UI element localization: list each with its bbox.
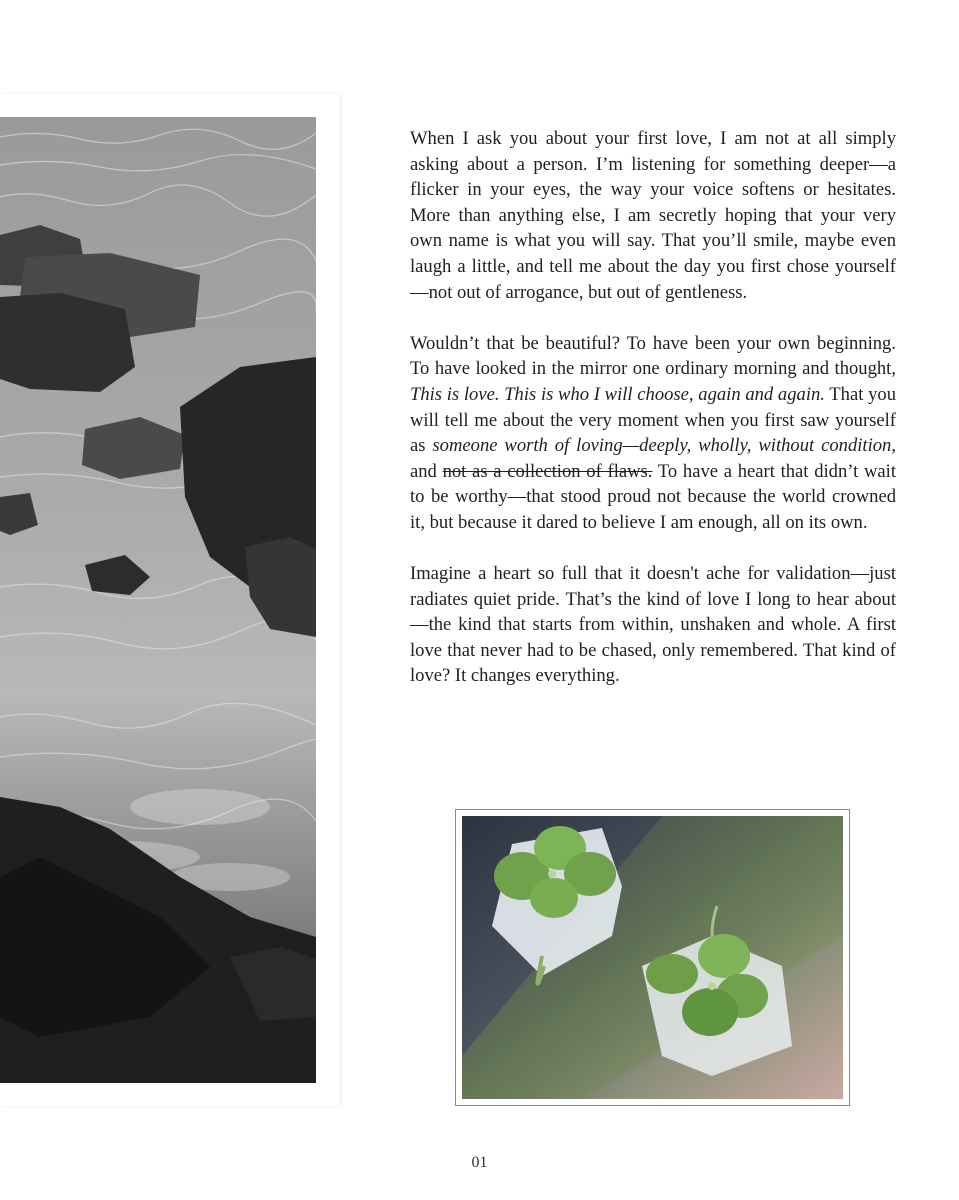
paragraph-2: [410, 331, 896, 536]
paragraph-3: Imagine a heart so full that it doesn't ache for validation—just radiates quiet pride. That’s the kind of love I long to hear about—the kind that starts from within, unshaken and whole. A first love that never had to be chased, only remembered. That kind of love? It changes everything.: [410, 563, 896, 687]
paragraph-2-italic-a: This is love. This is who I will choose, again and again.: [410, 383, 825, 405]
clover-photo: [462, 816, 843, 1099]
paragraph-2-text-d: To have a heart that didn’t wait to be worthy—that stood proud not because the world crowned it, but because it dared to believe I am enough, all on its own.: [410, 460, 897, 533]
article-text: [410, 126, 896, 715]
paragraph-2-text-b: That you will tell me about the very moment when you first saw yourself as: [410, 383, 896, 457]
paragraph-2-italic-b: someone worth of loving—deeply, wholly, without condition: [432, 435, 892, 457]
paragraph-2-text-a: Wouldn’t that be beautiful? To have been your own beginning. To have looked in the mirror one ordinary morning and thought,: [410, 332, 896, 380]
page-number: 01: [471, 1154, 488, 1171]
clover-photo-frame: [455, 809, 850, 1106]
paragraph-2-strikethrough: not as a collection of flaws.: [442, 460, 653, 482]
paragraph-2-text-c: , and: [410, 435, 897, 482]
sea-rocks-photo: [0, 117, 316, 1083]
paragraph-1: When I ask you about your first love, I am not at all simply asking about a person. I’m listening for something deeper—a flicker in your eyes, the way your voice softens or hesitates. More than anything else, I am secretly hoping that your very own name is what you will say. That you’ll smile, maybe even laugh a little, and tell me about the day you first chose yourself—not out of arrogance, but out of gentleness.: [410, 128, 896, 303]
